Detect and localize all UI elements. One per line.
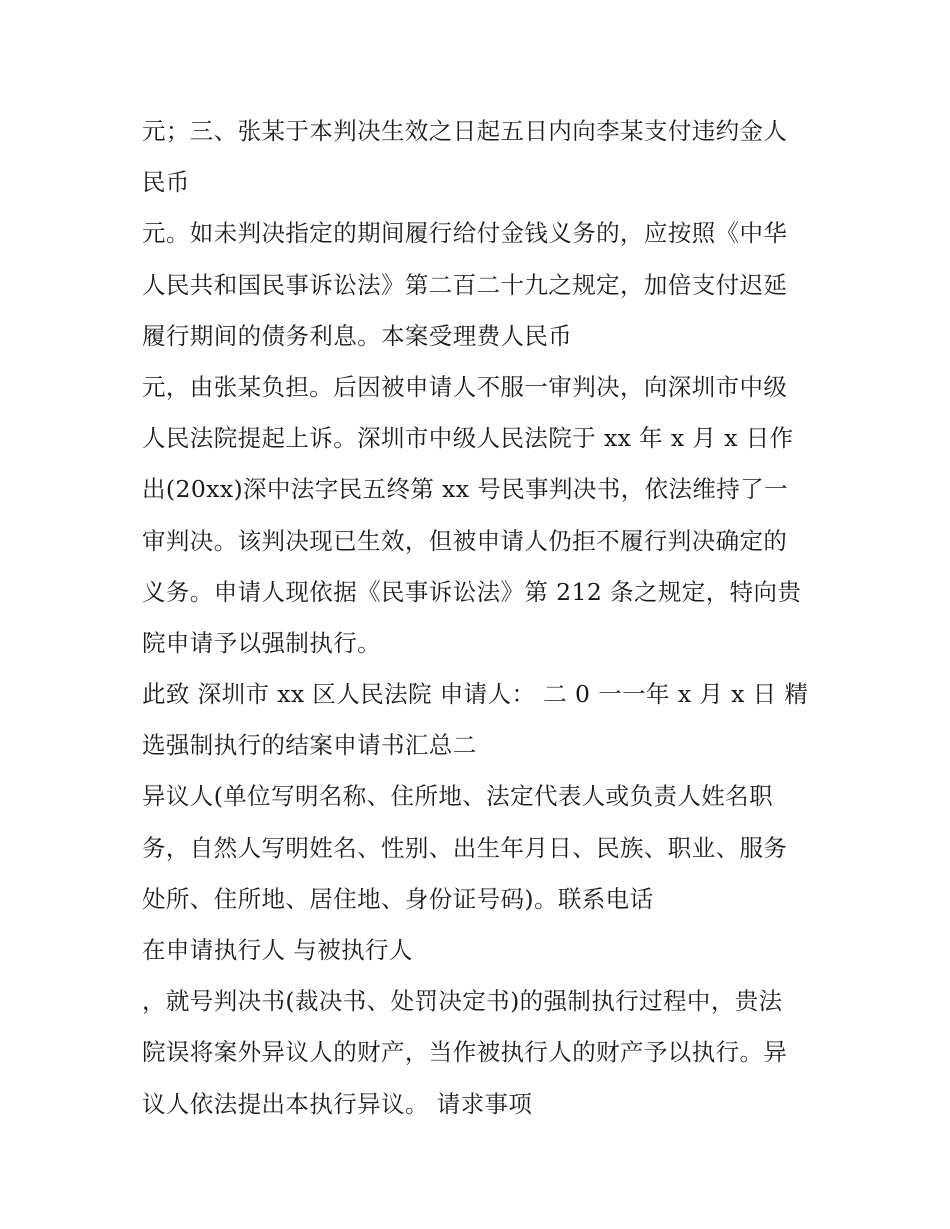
text-line: 务，自然人写明姓名、性别、出生年月日、民族、职业、服务 <box>142 833 788 862</box>
text-line: 履行期间的债务利息。本案受理费人民币 <box>142 321 573 350</box>
text-line: 元。如未判决指定的期间履行给付金钱义务的，应按照《中华 <box>142 219 788 248</box>
text-line: 人民法院提起上诉。深圳市中级人民法院于 xx 年 x 月 x 日作 <box>142 424 794 453</box>
document-body <box>142 106 822 1130</box>
text-line: 义务。申请人现依据《民事诉讼法》第 212 条之规定，特向贵 <box>142 577 802 606</box>
text-line: 议人依法提出本执行异议。 请求事项 <box>142 1089 533 1118</box>
text-line: 院误将案外异议人的财产，当作被执行人的财产予以执行。异 <box>142 1038 788 1067</box>
text-line: 人民共和国民事诉讼法》第二百二十九之规定，加倍支付迟延 <box>142 270 788 299</box>
text-line: 元，由张某负担。后因被申请人不服一审判决，向深圳市中级 <box>142 372 788 401</box>
text-line: 元；三、张某于本判决生效之日起五日内向李某支付违约金人 <box>142 117 788 145</box>
text-line: 民币 <box>142 168 190 197</box>
text-line: 选强制执行的结案申请书汇总二 <box>142 731 477 760</box>
text-line: 此致 深圳市 xx 区人民法院 申请人： 二 0 一一年 x 月 x 日 精 <box>142 680 809 709</box>
text-line: 异议人(单位写明名称、住所地、法定代表人或负责人姓名职 <box>142 782 773 811</box>
text-line: 在申请执行人 与被执行人 <box>142 936 413 964</box>
text-line: 处所、住所地、居住地、身份证号码)。联系电话 <box>142 884 654 913</box>
text-line: ，就号判决书(裁决书、处罚决定书)的强制执行过程中，贵法 <box>142 987 783 1016</box>
text-line: 院申请予以强制执行。 <box>142 628 381 657</box>
text-line: 出(20xx)深中法字民五终第 xx 号民事判决书，依法维持了一 <box>142 475 788 504</box>
text-line: 审判决。该判决现已生效，但被申请人仍拒不履行判决确定的 <box>142 526 788 555</box>
